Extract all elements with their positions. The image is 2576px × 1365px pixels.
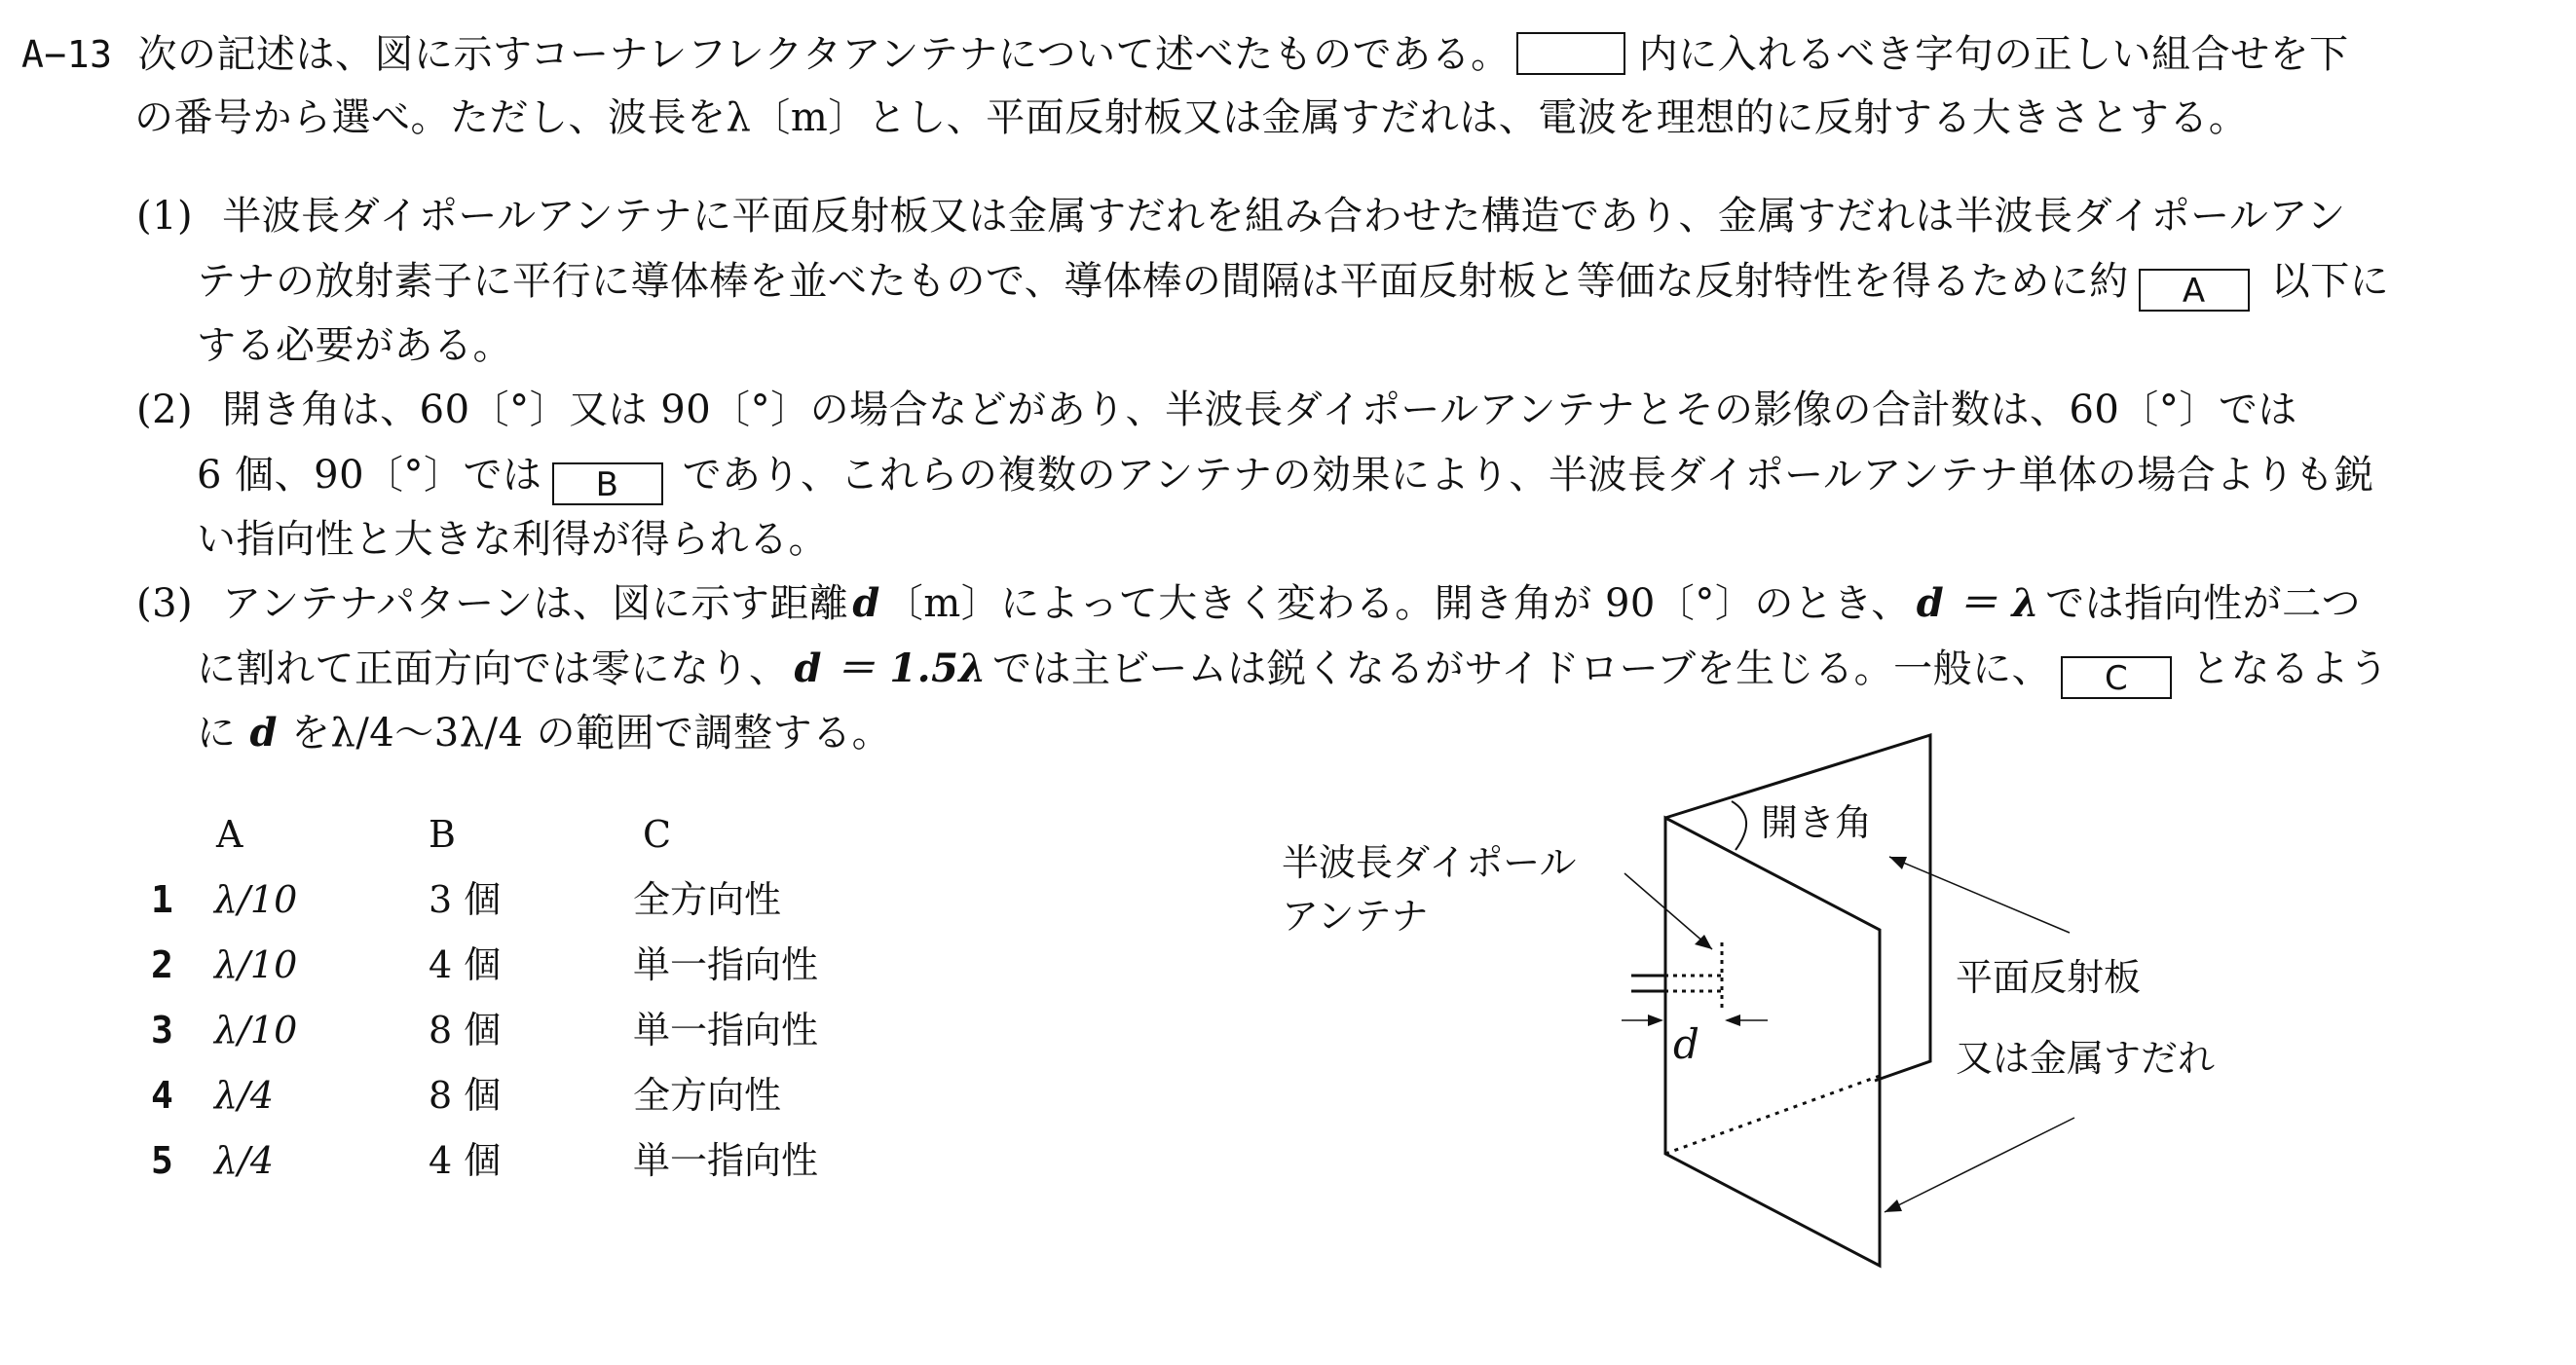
item-1-text-1: 半波長ダイポールアンテナに平面反射板又は金属すだれを組み合わせた構造であり、金属すだれは半波長ダイポールアン	[222, 194, 2346, 239]
dipole-leader-line	[1624, 873, 1712, 949]
hidden-bottom-edge	[1665, 1076, 1880, 1154]
option-3-number: 3	[151, 1009, 173, 1051]
table-header-b: B	[429, 813, 456, 856]
option-5-c: 単一指向性	[633, 1139, 819, 1182]
reflector-label-2: 又は金属すだれ	[1956, 1037, 2216, 1080]
item-1-label: (1)	[136, 194, 194, 239]
angle-arrowhead	[1889, 857, 1907, 869]
question-text-1a: 次の記述は、図に示すコーナレフレクタアンテナについて述べたものである。	[137, 32, 1511, 77]
item-1-line-3: する必要がある。	[197, 323, 512, 368]
option-5-a: λ/4	[214, 1139, 275, 1182]
table-header-c: C	[643, 813, 672, 856]
question-number: A−13	[21, 33, 113, 76]
option-5-number: 5	[151, 1139, 173, 1182]
option-2-c: 単一指向性	[633, 943, 819, 986]
reflector-leader-line	[1885, 1118, 2074, 1212]
option-1-b: 3 個	[429, 878, 502, 921]
blank-a: A	[2139, 269, 2250, 312]
option-4-number: 4	[151, 1074, 173, 1117]
option-2-number: 2	[151, 943, 173, 986]
option-1-a: λ/10	[214, 878, 298, 921]
option-1-number: 1	[151, 878, 173, 921]
item-2-text-2a: 6 個、90〔°〕では	[197, 453, 542, 498]
item-3-eq-1: d ＝ λ	[1916, 580, 2040, 626]
d-arrowhead-right	[1725, 1015, 1740, 1026]
item-3-label: (3)	[136, 581, 194, 626]
d-arrowhead-left	[1648, 1015, 1663, 1026]
item-3-text-3a: に	[197, 711, 237, 756]
item-3-text-2a: に割れて正面方向では零になり、	[197, 646, 789, 691]
item-3-text-1a: アンテナパターンは、図に示す距離	[222, 581, 849, 626]
question-text-1b: 内に入れるべき字句の正しい組合せを下	[1638, 32, 2349, 77]
blank-c: C	[2061, 656, 2172, 699]
angle-label: 開き角	[1761, 801, 1873, 844]
blank-b: B	[552, 462, 663, 505]
item-3-text-1c: では指向性が二つ	[2045, 581, 2362, 626]
d-distance-label: d	[1673, 1020, 1699, 1068]
option-2-a: λ/10	[214, 943, 298, 986]
opening-angle-arc	[1732, 801, 1746, 850]
option-5-b: 4 個	[429, 1139, 502, 1182]
reflector-arrowhead	[1885, 1199, 1902, 1212]
option-4-a: λ/4	[214, 1074, 275, 1117]
angle-leader-line	[1889, 857, 2070, 933]
item-3-text-3b: をλ/4～3λ/4 の範囲で調整する。	[290, 711, 892, 756]
option-3-a: λ/10	[214, 1009, 298, 1051]
item-2-line-3: い指向性と大きな利得が得られる。	[197, 517, 828, 562]
item-3-var-d-2: d	[249, 710, 278, 756]
item-2-label: (2)	[136, 387, 194, 432]
item-1-text-2b: 以下に	[2270, 259, 2390, 304]
option-4-b: 8 個	[429, 1074, 502, 1117]
reflector-label-1: 平面反射板	[1956, 956, 2142, 999]
item-3-text-2c: となるよう	[2191, 646, 2389, 691]
item-3-var-d: d	[852, 580, 880, 626]
option-3-c: 単一指向性	[633, 1009, 819, 1051]
question-line-2: の番号から選べ。ただし、波長をλ〔m〕とし、平面反射板又は金属すだれは、電波を理想的に反射する大きさとする。	[134, 95, 2249, 140]
option-4-c: 全方向性	[633, 1074, 782, 1117]
item-1-text-2a: テナの放射素子に平行に導体棒を並べたもので、導体棒の間隔は平面反射板と等価な反射特性を得るために約	[197, 259, 2129, 304]
dipole-label-2: アンテナ	[1282, 895, 1429, 938]
back-reflector-panel	[1665, 735, 1930, 1081]
item-3-text-2b: では主ビームは鋭くなるがサイドローブを生じる。一般に、	[991, 646, 2052, 691]
dipole-label-1: 半波長ダイポール	[1282, 841, 1577, 884]
option-3-b: 8 個	[429, 1009, 502, 1051]
table-header-a: A	[216, 813, 243, 856]
item-2-text-1: 開き角は、60〔°〕又は 90〔°〕の場合などがあり、半波長ダイポールアンテナとその影像の合計数は、60〔°〕では	[222, 387, 2297, 432]
option-1-c: 全方向性	[633, 878, 782, 921]
item-3-eq-2: d ＝ 1.5λ	[794, 646, 987, 691]
option-2-b: 4 個	[429, 943, 502, 986]
item-3-text-1b: 〔m〕によって大きく変わる。開き角が 90〔°〕のとき、	[883, 581, 1911, 626]
item-2-text-2b: であり、これらの複数のアンテナの効果により、半波長ダイポールアンテナ単体の場合よりも鋭	[682, 453, 2374, 498]
